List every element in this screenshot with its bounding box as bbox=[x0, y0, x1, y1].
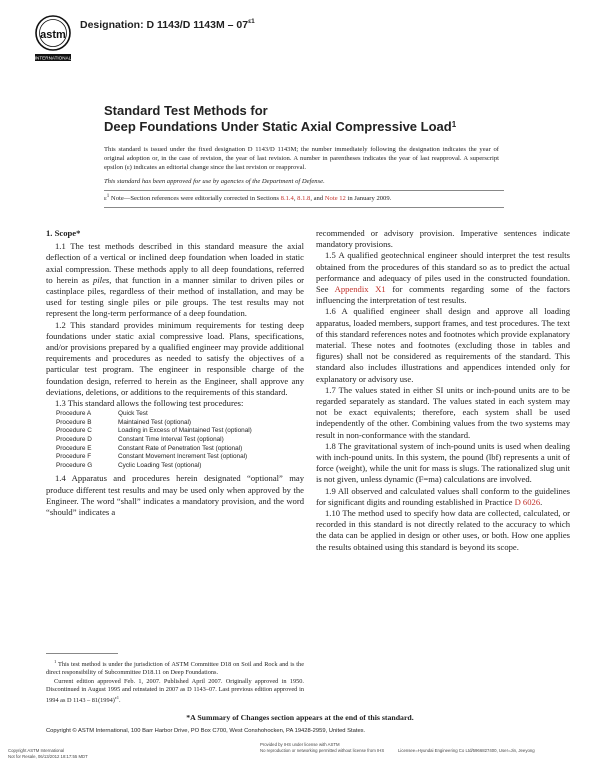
procedure-desc: Loading in Excess of Maintained Test (optional) bbox=[118, 427, 252, 435]
procedure-desc: Constant Time Interval Test (optional) bbox=[118, 436, 224, 444]
section-heading: 1. Scope* bbox=[46, 228, 81, 238]
procedure-desc: Cyclic Loading Test (optional) bbox=[118, 461, 202, 469]
divider bbox=[104, 207, 504, 208]
paragraph-cont: recommended or advisory provision. Imperative sentences indicate mandatory provisions. bbox=[316, 228, 570, 250]
license-center: Provided by IHS under license with ASTM No reproduction or networking permitted without license from IHS bbox=[260, 742, 385, 753]
paragraph-1-6: 1.6 A qualified engineer shall design and approve all loading apparatus, loaded members, support frames, and test procedures. The text of this standard references notes and footnotes which provide explanatory material. These notes and footnotes (excluding those in tables and figures) shall not be considered as requirements of the standard. This standard also includes illustrations and appendices intended only for explanatory or advisory use. bbox=[316, 306, 570, 384]
logo-text: INTERNATIONAL bbox=[34, 55, 72, 61]
paragraph-1-3: 1.3 This standard allows the following test procedures: bbox=[55, 398, 244, 409]
procedure-name: Procedure E bbox=[56, 444, 92, 452]
procedure-row bbox=[56, 410, 252, 419]
paragraph-1-8: 1.8 The gravitational system of inch-pound units is used when dealing with inch-pound units. In this system, the pound (lbf) represents a unit of force (weight), while the unit for mass is slugs. The rationalized slug unit is not given, unless dynamic (F=ma) calculations are involved. bbox=[316, 440, 570, 485]
footnote: $^1$ This test method is under the jurisdiction of ASTM Committee D18 on Soil and Rock and is the direct responsibility of Subcommittee D18.11 on Deep Foundations. Current edition approved Feb. 1, 2007. Published April 2007. Originally approved in 1950. Discontinued in August 1995 and reinstated in 2007 as D 1143–07. Last previous edition approved in 1994 as D $1143 - 81(1994)^{\varepsilon 1}$. bbox=[46, 659, 304, 704]
procedure-desc: Constant Rate of Penetration Test (optional) bbox=[118, 444, 243, 452]
procedure-name: Procedure F bbox=[56, 453, 92, 461]
svg-text:astm: astm bbox=[40, 29, 66, 41]
page-title: Standard Test Methods for Deep Foundations Under Static Axial Compressive Load$^1$ bbox=[104, 103, 457, 134]
footnote-divider bbox=[46, 653, 118, 654]
procedure-name: Procedure D bbox=[56, 436, 92, 444]
paragraph-1-5: 1.5 A qualified geotechnical engineer should interpret the test results obtained from the procedures of this standard so as to predict the actual performance and adequacy of piles used in the constructed foundation. See Appendix X1 for comments regarding some of the factors influencing the interpretation of test results. bbox=[316, 250, 570, 306]
procedure-row bbox=[56, 445, 252, 454]
paragraph-1-4: 1.4 Apparatus and procedures herein designated “optional” may produce different test results and may be used only when approved by the Engineer. The word “shall” indicates a mandatory provision, and the word “should” indicates a bbox=[46, 473, 304, 518]
procedure-desc: Constant Movement Increment Test (optional) bbox=[118, 453, 248, 461]
designation: Designation: D 1143/D $1143M - 07^{\varepsilon 1}$ bbox=[80, 18, 255, 31]
paragraph-1-7: 1.7 The values stated in either SI units or inch-pound units are to be regarded separately as standard. The values stated in each system may not be exact equivalents; therefore, each system shall be used independently of the other. Combining values from the two systems may result in non-conformance with the standard. bbox=[316, 384, 570, 440]
procedure-row bbox=[56, 453, 252, 462]
procedure-name: Procedure C bbox=[56, 427, 92, 435]
divider bbox=[104, 190, 504, 191]
intro-paragraph: This standard is issued under the fixed designation D 1143/D 1143M; the number immediately following the designation indicates the year of original adoption or, in the case of revision, the year of last revision. A number in parentheses indicates the year of last reapproval. A superscript epsilon (ε) indicates an editorial change since the last revision or reapproval. bbox=[104, 146, 499, 171]
summary-note: *A Summary of Changes section appears at the end of this standard. bbox=[186, 713, 414, 722]
license-left: Copyright ASTM International Not for Resale, 06/13/2012 18:17:55 MDT bbox=[8, 748, 88, 759]
epsilon-note: $\varepsilon^1$ Note—Section references were editorially corrected in Sections 8.1.4, 8.1.8, and Note 12 in January 2009. bbox=[104, 194, 392, 203]
paragraph-1-10: 1.10 The method used to specify how data are collected, calculated, or recorded in this standard is not directly related to the accuracy to which the data can be applied in design or other uses, or both. How one applies the results obtained using this standard is beyond its scope. bbox=[316, 508, 570, 552]
procedure-name: Procedure B bbox=[56, 418, 92, 426]
paragraph-1-2: 1.2 This standard provides minimum requirements for testing deep foundations under static axial compressive load. Plans, specifications, and/or provisions prepared by a qualified engineer may provide additional requirements and procedures as needed to satisfy the objectives of a particular test program. The engineer in responsible charge of the foundation design, referred to herein as the Engineer, shall approve any deviations, deletions, or additions to the requirements of this standard. bbox=[46, 319, 304, 397]
procedure-row bbox=[56, 436, 252, 445]
approval-note: This standard has been approved for use by agencies of the Department of Defense. bbox=[104, 178, 325, 185]
procedure-row bbox=[56, 419, 252, 428]
copyright: Copyright © ASTM International, 100 Barr Harbor Drive, PO Box C700, West Conshohocken, PA 19428-2959, United States. bbox=[46, 728, 366, 734]
link-note-12[interactable]: Note 12 bbox=[324, 195, 346, 203]
procedure-name: Procedure G bbox=[56, 461, 93, 469]
procedure-name: Procedure A bbox=[56, 410, 92, 418]
procedure-desc: Quick Test bbox=[118, 410, 148, 418]
procedure-row bbox=[56, 427, 252, 436]
procedure-row bbox=[56, 462, 252, 471]
left-column bbox=[46, 228, 304, 518]
astm-logo bbox=[34, 14, 72, 66]
paragraph-1-1: 1.1 The test methods described in this standard measure the axial deflection of a vertical or inclined deep foundation when loaded in static axial compression. These methods apply to all deep foundations, referred to herein as piles, that function in a manner similar to driven piles or castinplace piles, regardless of their method of installation, and may be used for testing single piles or pile groups. The test results may not represent the long-term performance of a deep foundation. bbox=[46, 241, 304, 319]
procedure-desc: Maintained Test (optional) bbox=[118, 418, 192, 426]
paragraph-1-9: 1.9 All observed and calculated values shall conform to the guidelines for significant digits and rounding established in Practice D 6026. bbox=[316, 485, 570, 507]
link-appendix-x1[interactable]: Appendix X1 bbox=[334, 284, 386, 295]
procedure-table bbox=[56, 410, 252, 470]
license-right: Licensee=Hyundai Engineering Co Ltd/5966827400, User=Jin, Jeeyong bbox=[398, 748, 535, 753]
link-8-1-4[interactable]: 8.1.4 bbox=[280, 195, 294, 203]
link-d6026[interactable]: D 6026 bbox=[514, 496, 541, 507]
right-column bbox=[316, 228, 570, 553]
link-8-1-8[interactable]: 8.1.8 bbox=[297, 195, 311, 203]
